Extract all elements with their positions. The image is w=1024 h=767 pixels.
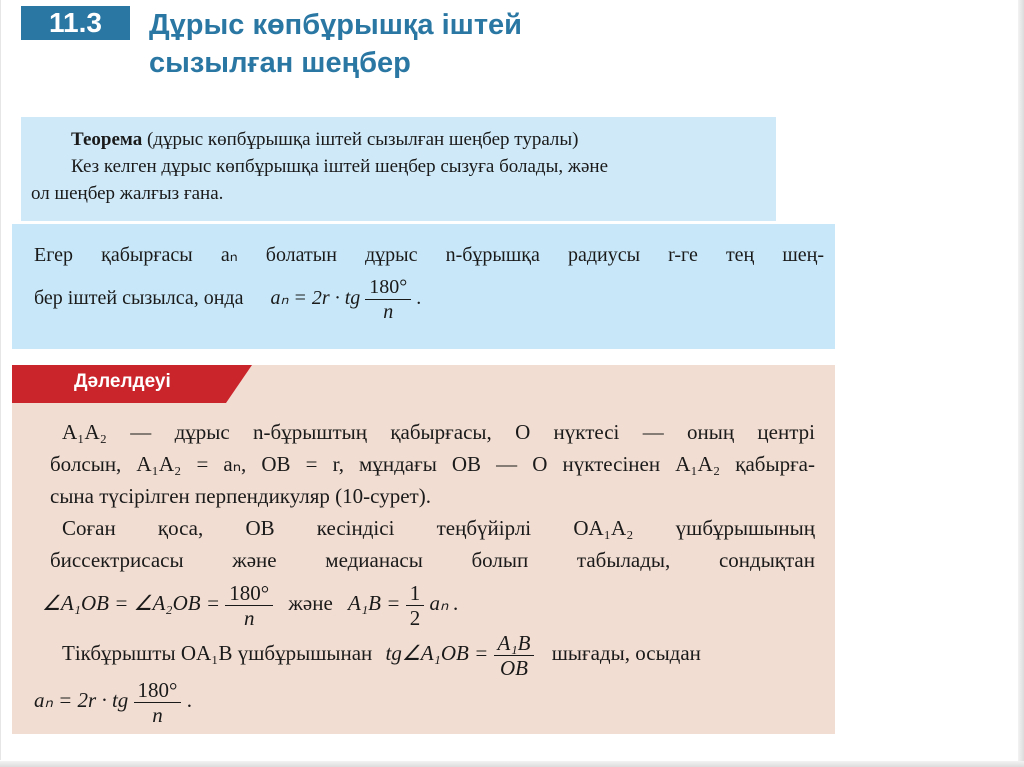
- theorem-label: Теорема: [71, 129, 143, 150]
- equation-segment: A₁B =: [348, 591, 401, 615]
- fraction-numerator: 180°: [365, 275, 411, 300]
- fraction-denominator: 2: [409, 605, 421, 630]
- proof-text: шығады, осыдан: [551, 641, 701, 665]
- theorem-text-line: ол шеңбер жалғыз ғана.: [31, 183, 224, 204]
- proof-line: сына түсірілген перпендикуляр (10-сурет).: [50, 484, 431, 508]
- fraction-denominator: OB: [499, 655, 528, 680]
- fraction-numerator: 180°: [134, 678, 182, 703]
- fraction-numerator: 1: [406, 581, 425, 606]
- formula-fraction: [365, 275, 411, 324]
- slide-shadow-bottom: [0, 761, 1024, 767]
- proof-line: болсын, A₁A₂ = aₙ, OB = r, мұндағы OB — O нүктесінен A₁A₂ қабырға-: [50, 452, 815, 476]
- equation-right: aₙ .: [429, 591, 459, 615]
- equation-tangent: tg∠A₁OB =: [385, 641, 489, 665]
- slide-shadow-right: [1018, 0, 1024, 767]
- equation-angles: ∠A₁OB = ∠A₂OB =: [42, 591, 220, 615]
- final-formula-left: aₙ = 2r · tg: [34, 688, 129, 712]
- proof-line: Соған қоса, OB кесіндісі теңбүйірлі OA₁A₂ үшбұрышының: [62, 516, 815, 540]
- formula-line: [34, 268, 421, 328]
- proof-line: A₁A₂ — дұрыс n-бұрыштың қабырғасы, O нүктесі — оның центрі: [62, 420, 815, 444]
- proof-line: биссектрисасы және медианасы болып табылады, сондықтан: [50, 548, 815, 572]
- proof-tab-label: Дәлелдеуі: [74, 371, 171, 392]
- fraction-denominator: n: [243, 605, 255, 630]
- fraction-denominator: n: [383, 300, 394, 323]
- page-edge: [0, 0, 1, 760]
- equation-conjunction: және: [288, 591, 333, 615]
- fraction-denominator: n: [152, 702, 163, 727]
- formula-left: aₙ = 2r · tg: [270, 287, 361, 309]
- formula-box: [12, 224, 835, 349]
- proof-equation-line: [34, 670, 787, 730]
- section-title: [149, 6, 522, 82]
- formula-text-line: Егер қабырғасы aₙ болатын дұрыс n-бұрышқа радиусы r-ге тең шең-: [34, 244, 824, 266]
- fraction-numerator: A₁B: [494, 631, 535, 656]
- proof-text: Тікбұрышты OA₁B үшбұрышынан: [62, 641, 373, 665]
- theorem-box: [21, 117, 776, 221]
- final-period: .: [186, 688, 192, 712]
- final-formula-fraction: [134, 678, 182, 727]
- section-title-line: сызылған шеңбер: [149, 47, 411, 79]
- section-number-badge: 11.3: [21, 6, 130, 40]
- section-title-line: Дұрыс көпбұрышқа іштей: [149, 9, 522, 41]
- proof-box: [12, 365, 835, 734]
- theorem-heading: [71, 126, 762, 153]
- theorem-subtitle: (дұрыс көпбұрышқа іштей сызылған шеңбер туралы): [146, 129, 579, 150]
- fraction-numerator: 180°: [225, 581, 273, 606]
- formula-period: .: [416, 287, 422, 309]
- formula-text: бер іштей сызылса, онда: [34, 287, 244, 309]
- theorem-text-line: Кез келген дұрыс көпбұрышқа іштей шеңбер сызуға болады, және: [71, 156, 609, 177]
